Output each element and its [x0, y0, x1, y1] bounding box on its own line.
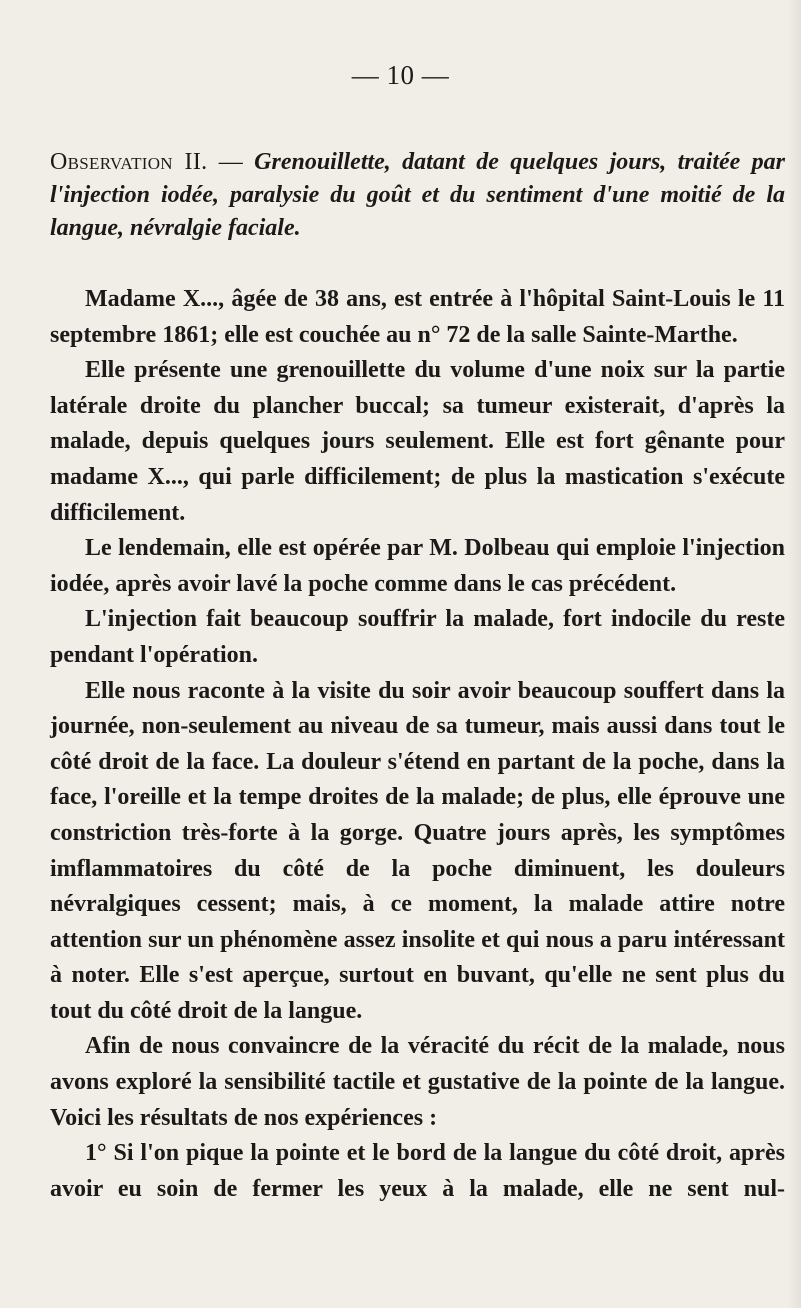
paragraph: Madame X..., âgée de 38 ans, est entrée à l'hôpital Saint-Louis le 11 septembre 1861; elle est couchée au n° 72 de la salle Sainte-Marthe. — [50, 286, 785, 348]
page-number: — 10 — — [351, 60, 450, 90]
heading-dash: — — [207, 149, 255, 175]
observation-heading — [50, 146, 785, 245]
paragraph: Afin de nous convaincre de la véracité du récit de la malade, nous avons exploré la sensibilité tactile et gustative de la pointe de la langue. Voici les résultats de nos expériences : — [50, 1033, 785, 1131]
observation-label: Observation II. — [50, 149, 208, 175]
paragraph: L'injection fait beaucoup souffrir la malade, fort indocile du reste pendant l'opération. — [50, 606, 785, 668]
body-text — [50, 282, 785, 1207]
paragraph: Elle présente une grenouillette du volume d'une noix sur la partie latérale droite du plancher buccal; sa tumeur existerait, d'après la malade, depuis quelques jours seulement. Elle est fort gênante pour madame X..., qui parle difficilement; de plus la mastication s'exécute difficilement. — [50, 357, 785, 526]
observation-title: Grenouillette, datant de quelques jours, traitée par l'injection iodée, paralysie du goût et du sentiment d'une moitié de la langue, névralgie faciale. — [50, 149, 785, 241]
paragraph: 1° Si l'on pique la pointe et le bord de la langue du côté droit, après avoir eu soin de fermer les yeux à la malade, elle ne sent nul- — [50, 1140, 785, 1202]
paragraph: Le lendemain, elle est opérée par M. Dolbeau qui emploie l'injection iodée, après avoir lavé la poche comme dans le cas précédent. — [50, 535, 785, 597]
paragraph: Elle nous raconte à la visite du soir avoir beaucoup souffert dans la journée, non-seulement au niveau de sa tumeur, mais aussi dans tout le côté droit de la face. La douleur s'étend en partant de la poche, dans la face, l'oreille et la tempe droites de la malade; de plus, elle éprouve une constriction très-forte à la gorge. Quatre jours après, les symptômes imflammatoires du côté de la poche diminuent, les douleurs névralgiques cessent; mais, à ce moment, la malade attire notre attention sur un phénomène assez insolite et qui nous a paru intéressant à noter. Elle s'est aperçue, surtout en buvant, qu'elle ne sent plus du tout du côté droit de la langue. — [50, 677, 785, 1024]
page-edge-shadow — [787, 0, 801, 1308]
